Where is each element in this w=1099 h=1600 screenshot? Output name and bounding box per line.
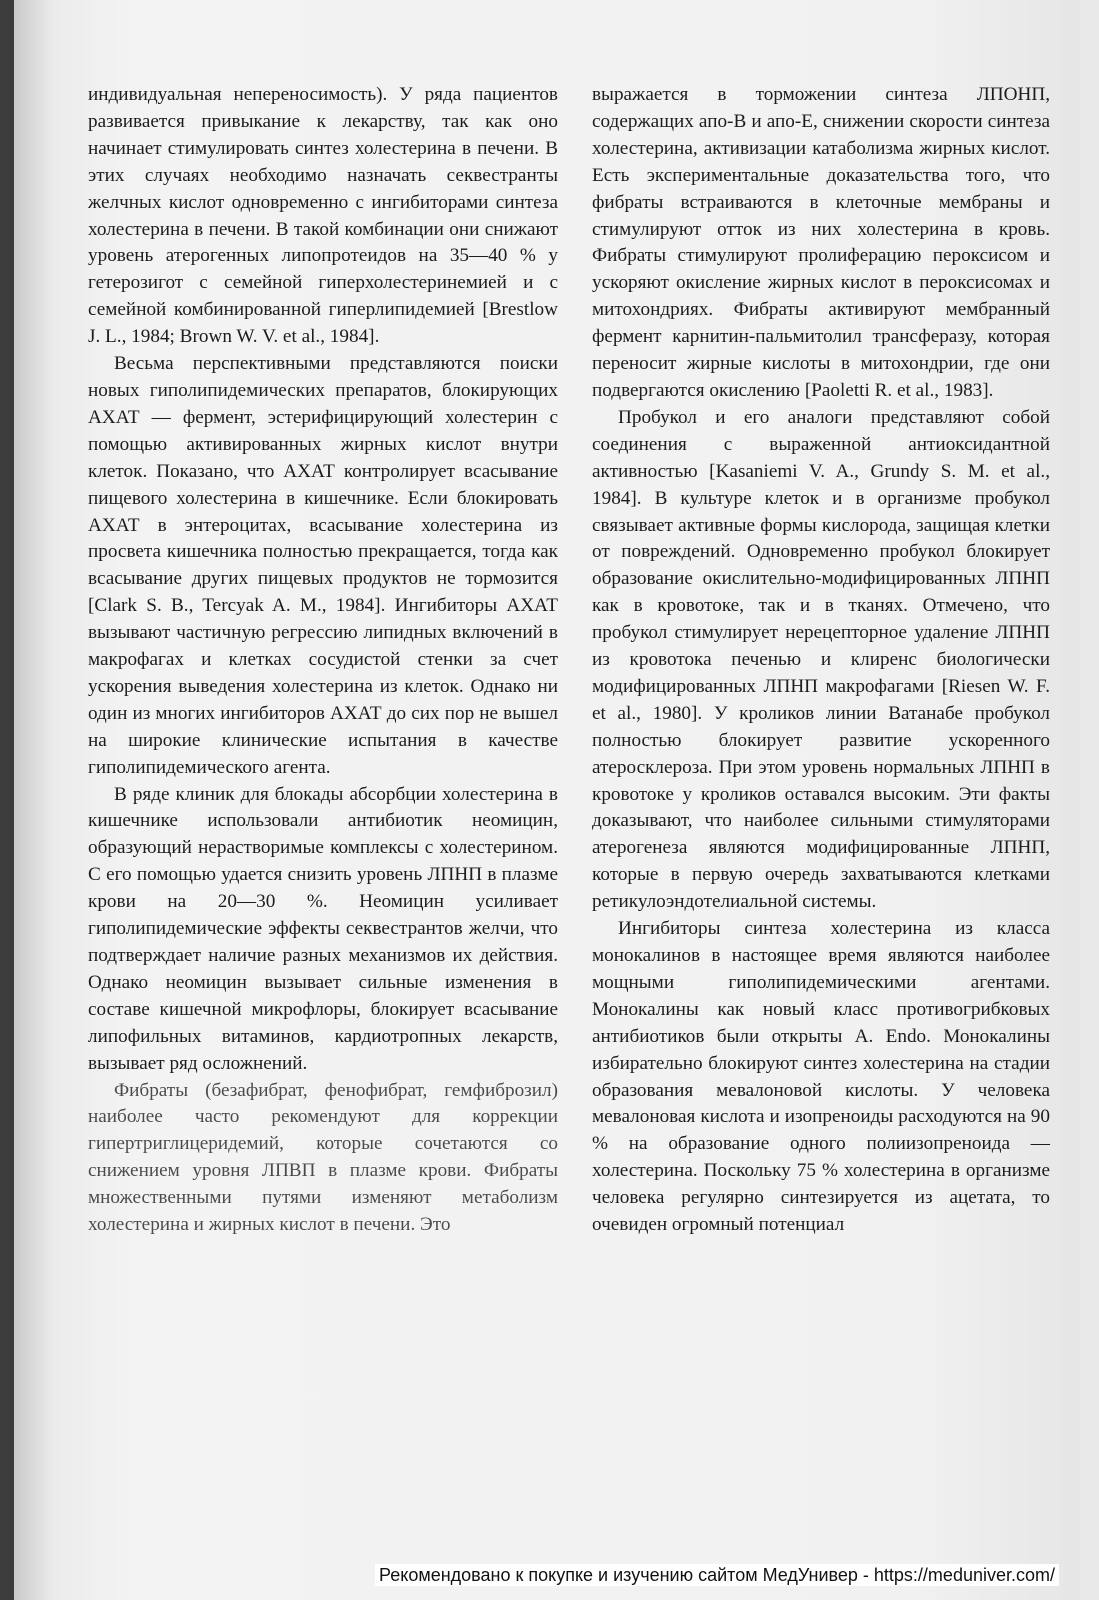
paragraph: Весьма перспективными представляются поиски новых гиполипидемических препаратов, блокирующих АХАТ — фермент, эстерифицирующий холестерин с помощью активированных жирных кислот внутри клеток. Показано, что АХАТ контролирует всасывание пищевого холестерина в кишечнике. Если блокировать АХАТ в энтероцитах, всасывание холестерина из просвета кишечника полностью прекращается, тогда как всасывание других пищевых продуктов не тормозится [Clark S. B., Tercyak A. M., 1984]. Ингибиторы АХАТ вызывают частичную регрессию липидных включений в макрофагах и клетках сосудистой стенки за счет ускорения выведения холестерина из клеток. Однако ни один из многих ингибиторов АХАТ до сих пор не вышел на широкие клинические испытания в качестве гиполипидемического агента.: [88, 353, 558, 778]
paragraph: Ингибиторы синтеза холестерина из класса монокалинов в настоящее время являются наиболее мощными гиполипидемическими агентами. Монокалины как новый класс противогрибковых антибиотиков были открыты А. Endo. Монокалины избирательно блокируют синтез холестерина на стадии образования мевалоновой кислоты. У человека мевалоновая кислота и изопреноиды расходуются на 90 % на образование одного полиизопреноида — холестерина. Поскольку 75 % холестерина в организме человека регулярно синтезируется из ацетата, то очевиден огромный потенциал: [592, 918, 1050, 1236]
scanned-page: [14, 0, 1080, 1600]
right-column: [592, 82, 1050, 1239]
paragraph: выражается в торможении синтеза ЛПОНП, содержащих апо-В и апо-Е, снижении скорости синтеза холестерина, активизации катаболизма жирных кислот. Есть экспериментальные доказательства того, что фибраты встраиваются в клеточные мембраны и стимулируют отток из них холестерина в кровь. Фибраты стимулируют пролиферацию пероксисом и ускоряют окисление жирных кислот в пероксисомах и митохондриях. Фибраты активируют мембранный фермент карнитин-пальмитолил трансферазу, которая переносит жирные кислоты в митохондрии, где они подвергаются окислению [Paoletti R. et al., 1983].: [592, 84, 1050, 401]
footer-watermark: [0, 1565, 1099, 1586]
footer-text: Рекомендовано к покупке и изучению сайтом МедУнивер - https://meduniver.com/: [375, 1564, 1059, 1586]
paragraph: индивидуальная непереносимость). У ряда пациентов развивается привыкание к лекарству, так как оно начинает стимулировать синтез холестерина в печени. В этих случаях необходимо назначать секвестранты желчных кислот одновременно с ингибиторами синтеза холестерина в печени. В такой комбинации они снижают уровень атерогенных липопротеидов на 35—40 % у гетерозигот с семейной гиперхолестеринемией и с семейной комбинированной гиперлипидемией [Brestlow J. L., 1984; Brown W. V. et al., 1984].: [88, 84, 558, 348]
scan-edge: [0, 0, 14, 1600]
paragraph: Фибраты (безафибрат, фенофибрат, гемфиброзил) наиболее часто рекомендуют для коррекции гипертриглицеридемий, которые сочетаются со снижением уровня ЛПВП в плазме крови. Фибраты множественными путями изменяют метаболизм холестерина и жирных кислот в печени. Это: [88, 1079, 558, 1236]
paragraph: Пробукол и его аналоги представляют собой соединения с выраженной антиоксидантной активностью [Kasaniemi V. A., Grundy S. M. et al., 1984]. В культуре клеток и в организме пробукол связывает активные формы кислорода, защищая клетки от повреждений. Одновременно пробукол блокирует образование окислительно-модифицированных ЛПНП как в кровотоке, так и в тканях. Отмечено, что пробукол стимулирует нерецепторное удаление ЛПНП из кровотока печенью и клиренс биологически модифицированных ЛПНП макрофагами [Riesen W. F. et al., 1980]. У кроликов линии Ватанабе пробукол полностью блокирует развитие ускоренного атеросклероза. При этом уровень нормальных ЛПНП в кровотоке у кроликов оставался высоким. Эти факты доказывают, что наиболее сильными стимуляторами атерогенеза являются модифицированные ЛПНП, которые в первую очередь захватываются клетками ретикулоэндотелиальной системы.: [592, 406, 1050, 913]
left-column: [88, 82, 558, 1239]
paragraph: В ряде клиник для блокады абсорбции холестерина в кишечнике использовали антибиотик неомицин, образующий нерастворимые комплексы с холестерином. С его помощью удается снизить уровень ЛПНП в плазме крови на 20—30 %. Неомицин усиливает гиполипидемические эффекты секвестрантов желчи, что подтверждает наличие разных механизмов их действия. Однако неомицин вызывает сильные изменения в составе кишечной микрофлоры, блокирует всасывание липофильных витаминов, кардиотропных лекарств, вызывает ряд осложнений.: [88, 783, 558, 1074]
